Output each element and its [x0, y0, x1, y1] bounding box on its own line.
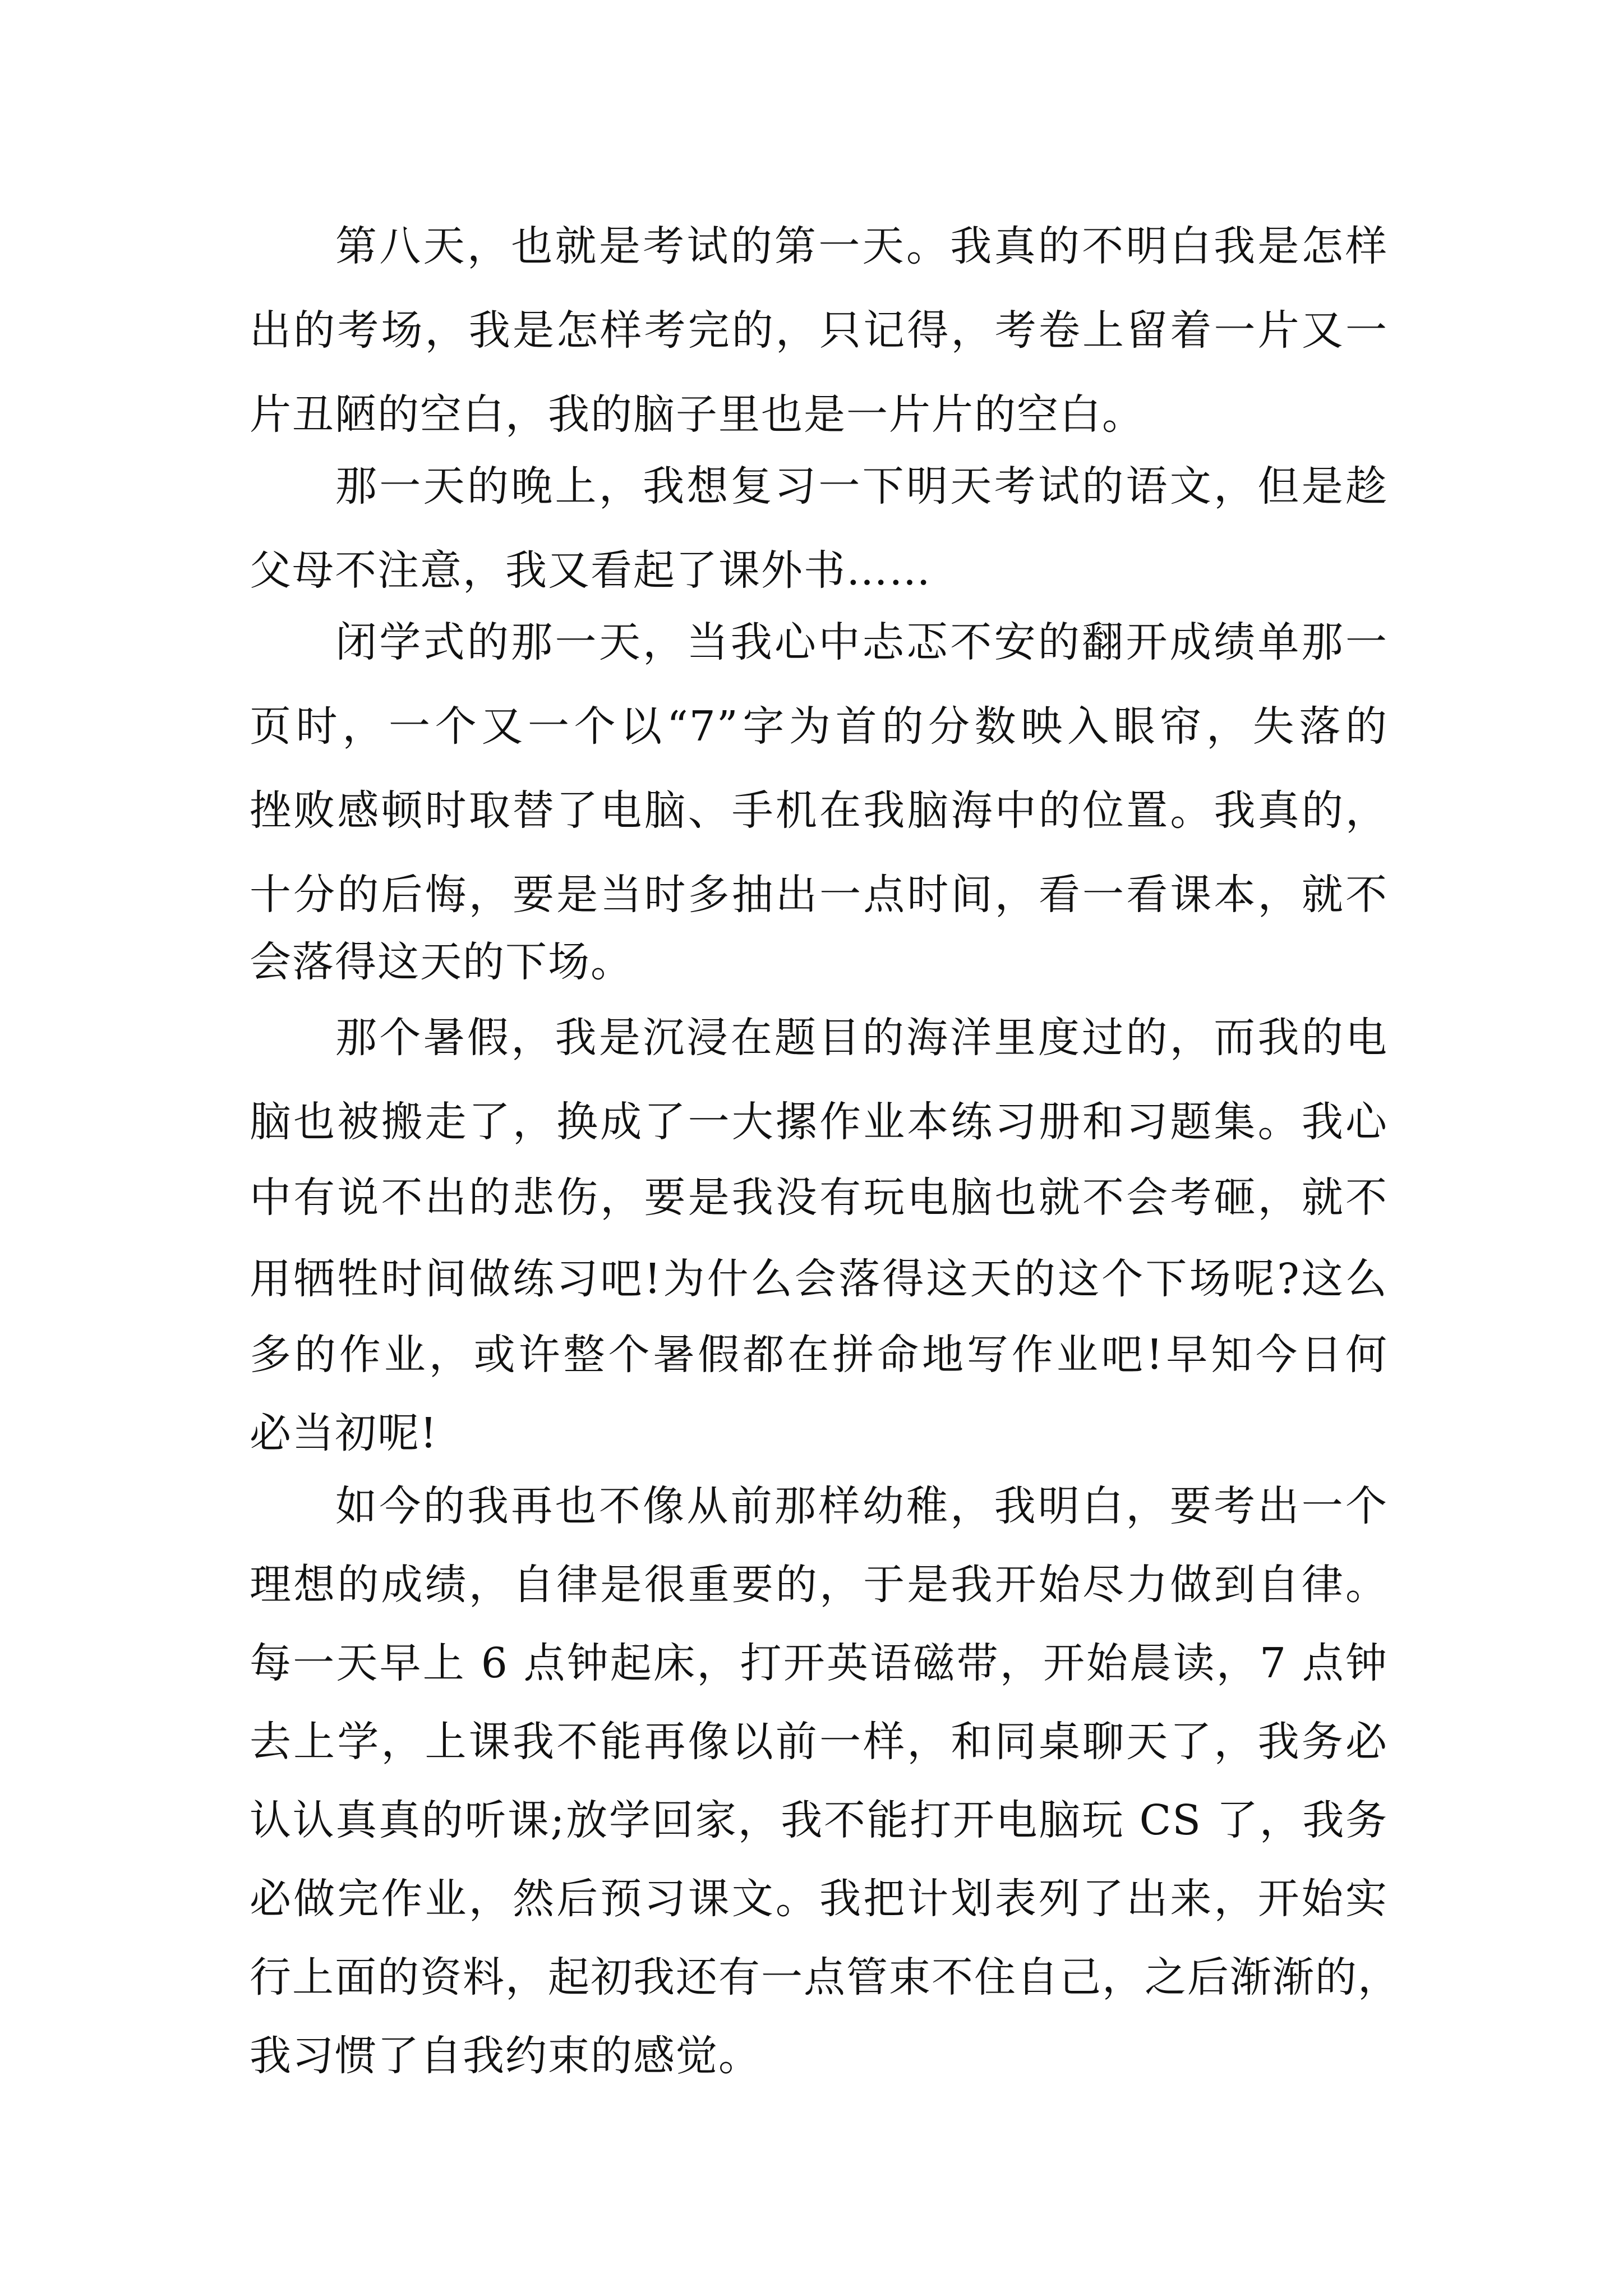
text-line: 十分的后悔，要是当时多抽出一点时间，看一看课本，就不: [250, 871, 1388, 919]
text-line: 如今的我再也不像从前那样幼稚，我明白，要考出一个: [335, 1482, 1388, 1530]
text-line: 去上学，上课我不能再像以前一样，和同桌聊天了，我务必: [250, 1718, 1388, 1766]
text-line: 认认真真的听课;放学回家，我不能打开电脑玩 CS 了，我务: [250, 1796, 1388, 1844]
text-line: 每一天早上 6 点钟起床，打开英语磁带，开始晨读，7 点钟: [250, 1639, 1388, 1687]
text-line: 中有说不出的悲伤，要是我没有玩电脑也就不会考砸，就不: [250, 1174, 1388, 1222]
text-line: 那一天的晚上，我想复习一下明天考试的语文，但是趁: [335, 462, 1388, 510]
text-line: 那个暑假，我是沉浸在题目的海洋里度过的，而我的电: [335, 1014, 1388, 1062]
text-line: 必做完作业，然后预习课文。我把计划表列了出来，开始实: [250, 1875, 1388, 1923]
text-line: 我习惯了自我约束的感觉。: [250, 2032, 761, 2080]
text-line: 父母不注意，我又看起了课外书……: [250, 546, 932, 595]
text-line: 片丑陋的空白，我的脑子里也是一片片的空白。: [250, 390, 1145, 439]
text-line: 挫败感顿时取替了电脑、手机在我脑海中的位置。我真的，: [250, 786, 1388, 835]
text-line: 多的作业，或许整个暑假都在拼命地写作业吧!早知今日何: [250, 1331, 1388, 1379]
text-line: 用牺牲时间做练习吧!为什么会落得这天的这个下场呢?这么: [250, 1255, 1388, 1303]
text-line: 行上面的资料，起初我还有一点管束不住自己，之后渐渐的，: [250, 1953, 1400, 2001]
text-line: 闭学式的那一天，当我心中忐忑不安的翻开成绩单那一: [335, 618, 1388, 666]
text-line: 第八天，也就是考试的第一天。我真的不明白我是怎样: [335, 222, 1388, 270]
text-line: 理想的成绩，自律是很重要的，于是我开始尽力做到自律。: [250, 1561, 1388, 1609]
text-line: 必当初呢!: [250, 1409, 438, 1457]
text-line: 页时，一个又一个以“7”字为首的分数映入眼帘，失落的: [250, 702, 1388, 751]
text-line: 出的考场，我是怎样考完的，只记得，考卷上留着一片又一: [250, 306, 1388, 355]
text-line: 脑也被搬走了，换成了一大摞作业本练习册和习题集。我心: [250, 1098, 1388, 1146]
text-line: 会落得这天的下场。: [250, 938, 633, 986]
